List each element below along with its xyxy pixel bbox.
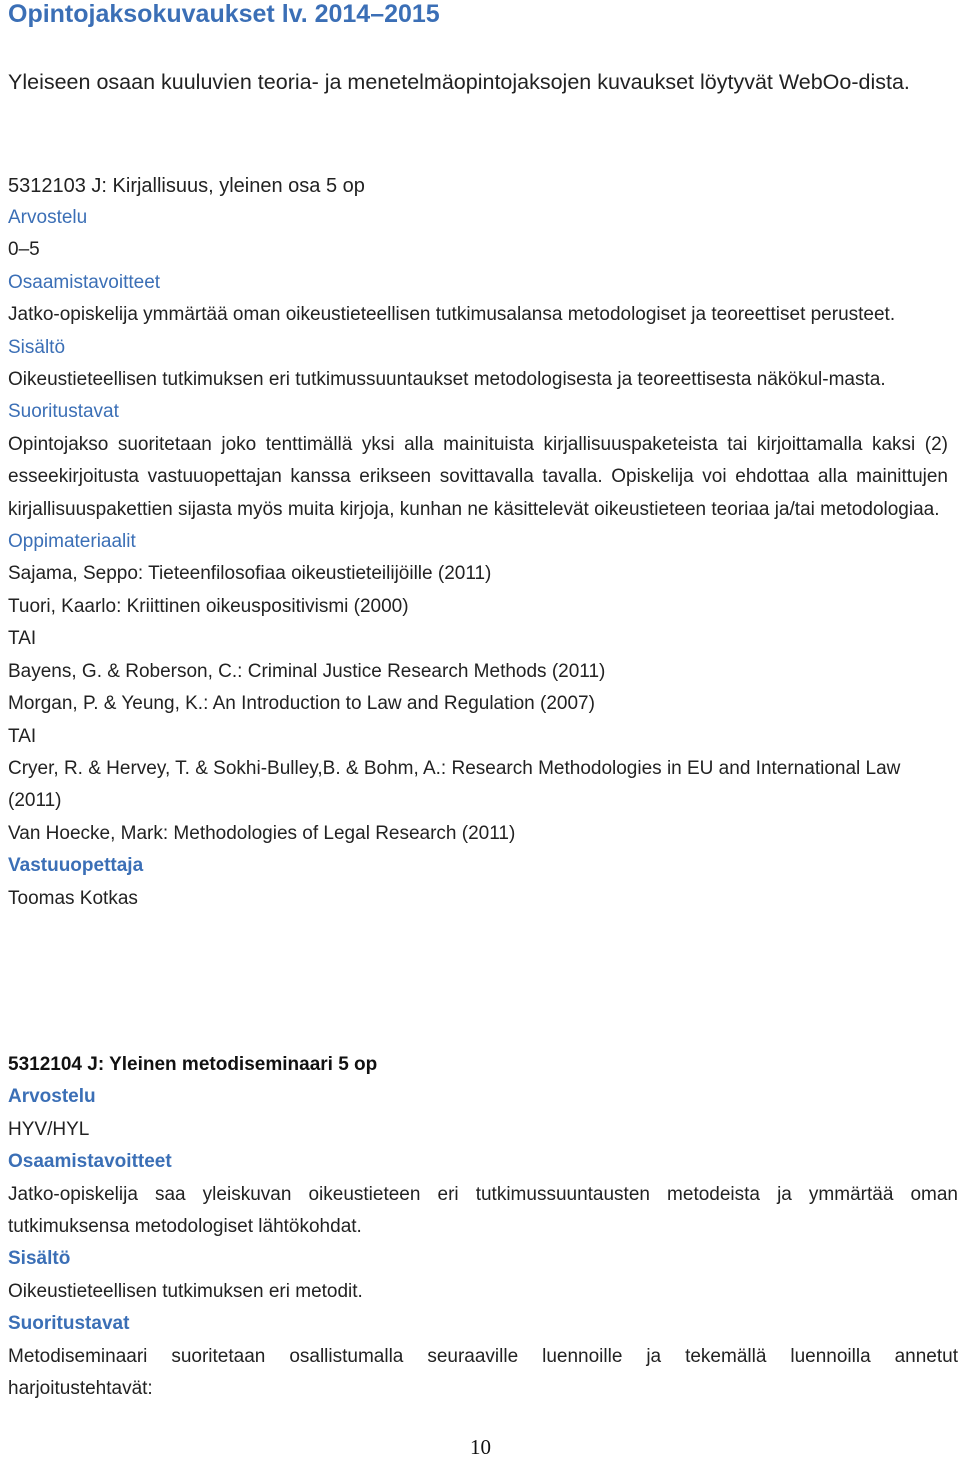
methods-label: Suoritustavat <box>8 1313 130 1335</box>
grading-value: 0–5 <box>8 239 40 261</box>
content-text: Oikeustieteellisen tutkimuksen eri metodit. <box>8 1280 363 1302</box>
grading-label: Arvostelu <box>8 1086 96 1108</box>
material-item: Van Hoecke, Mark: Methodologies of Legal Research (2011) <box>8 822 516 844</box>
material-item: Cryer, R. & Hervey, T. & Sokhi-Bulley,B. & Bohm, A.: Research Methodologies in EU and International Law (2011) <box>8 757 901 812</box>
course-heading: 5312104 J: Yleinen metodiseminaari 5 op <box>8 1054 378 1075</box>
teacher-label: Vastuuopettaja <box>8 855 144 877</box>
teacher-name: Toomas Kotkas <box>8 887 138 909</box>
material-item: Morgan, P. & Yeung, K.: An Introduction to Law and Regulation (2007) <box>8 693 595 715</box>
material-item: Sajama, Seppo: Tieteenfilosofiaa oikeustieteilijöille (2011) <box>8 563 492 585</box>
grading-value: HYV/HYL <box>8 1118 90 1140</box>
material-separator: TAI <box>8 725 37 747</box>
course-section-5312104 <box>8 1049 958 1405</box>
methods-label: Suoritustavat <box>8 401 119 423</box>
outcomes-text: Jatko-opiskelija ymmärtää oman oikeustieteellisen tutkimusalansa metodologiset ja teoreettiset perusteet. <box>8 304 896 326</box>
outcomes-label: Osaamistavoitteet <box>8 1151 172 1173</box>
methods-text: Opintojakso suoritetaan joko tenttimällä yksi alla mainituista kirjallisuuspaketeista tai kirjoittamalla kaksi (2) esseekirjoitusta vastuuopettajan kanssa erikseen sovittavalla tavalla. Opiskelija voi ehdottaa alla mainittujen kirjallisuuspakettien sijasta myös muita kirjoja, kunhan ne käsittelevät oikeustieteen teoriaa ja/tai metodologiaa. <box>8 433 948 520</box>
page-number: 10 <box>470 1435 491 1459</box>
materials-list <box>8 558 948 850</box>
outcomes-text: Jatko-opiskelija saa yleiskuvan oikeustieteen eri tutkimussuuntausten metodeista ja ymmärtää oman tutkimuksensa metodologiset lähtökohdat. <box>8 1183 958 1238</box>
course-section-5312103 <box>8 202 948 915</box>
materials-label: Oppimateriaalit <box>8 531 136 553</box>
content-text: Oikeustieteellisen tutkimuksen eri tutkimussuuntaukset metodologisesta ja teoreettisesta näkökul-masta. <box>8 369 886 391</box>
material-item: Bayens, G. & Roberson, C.: Criminal Justice Research Methods (2011) <box>8 660 606 682</box>
methods-text: Metodiseminaari suoritetaan osallistumalla seuraaville luennoille ja tekemällä luennoilla annetut harjoitustehtavät: <box>8 1345 958 1400</box>
grading-label: Arvostelu <box>8 207 88 228</box>
material-item: Tuori, Kaarlo: Kriittinen oikeuspositivismi (2000) <box>8 595 409 617</box>
outcomes-label: Osaamistavoitteet <box>8 271 161 293</box>
material-separator: TAI <box>8 628 37 650</box>
course-heading: 5312103 J: Kirjallisuus, yleinen osa 5 op <box>8 175 365 197</box>
page-title: Opintojaksokuvaukset lv. 2014–2015 <box>8 0 440 28</box>
intro-paragraph: Yleiseen osaan kuuluvien teoria- ja menetelmäopintojaksojen kuvaukset löytyvät WebOo-dista. <box>8 70 910 94</box>
content-label: Sisältö <box>8 336 66 358</box>
content-label: Sisältö <box>8 1248 71 1270</box>
